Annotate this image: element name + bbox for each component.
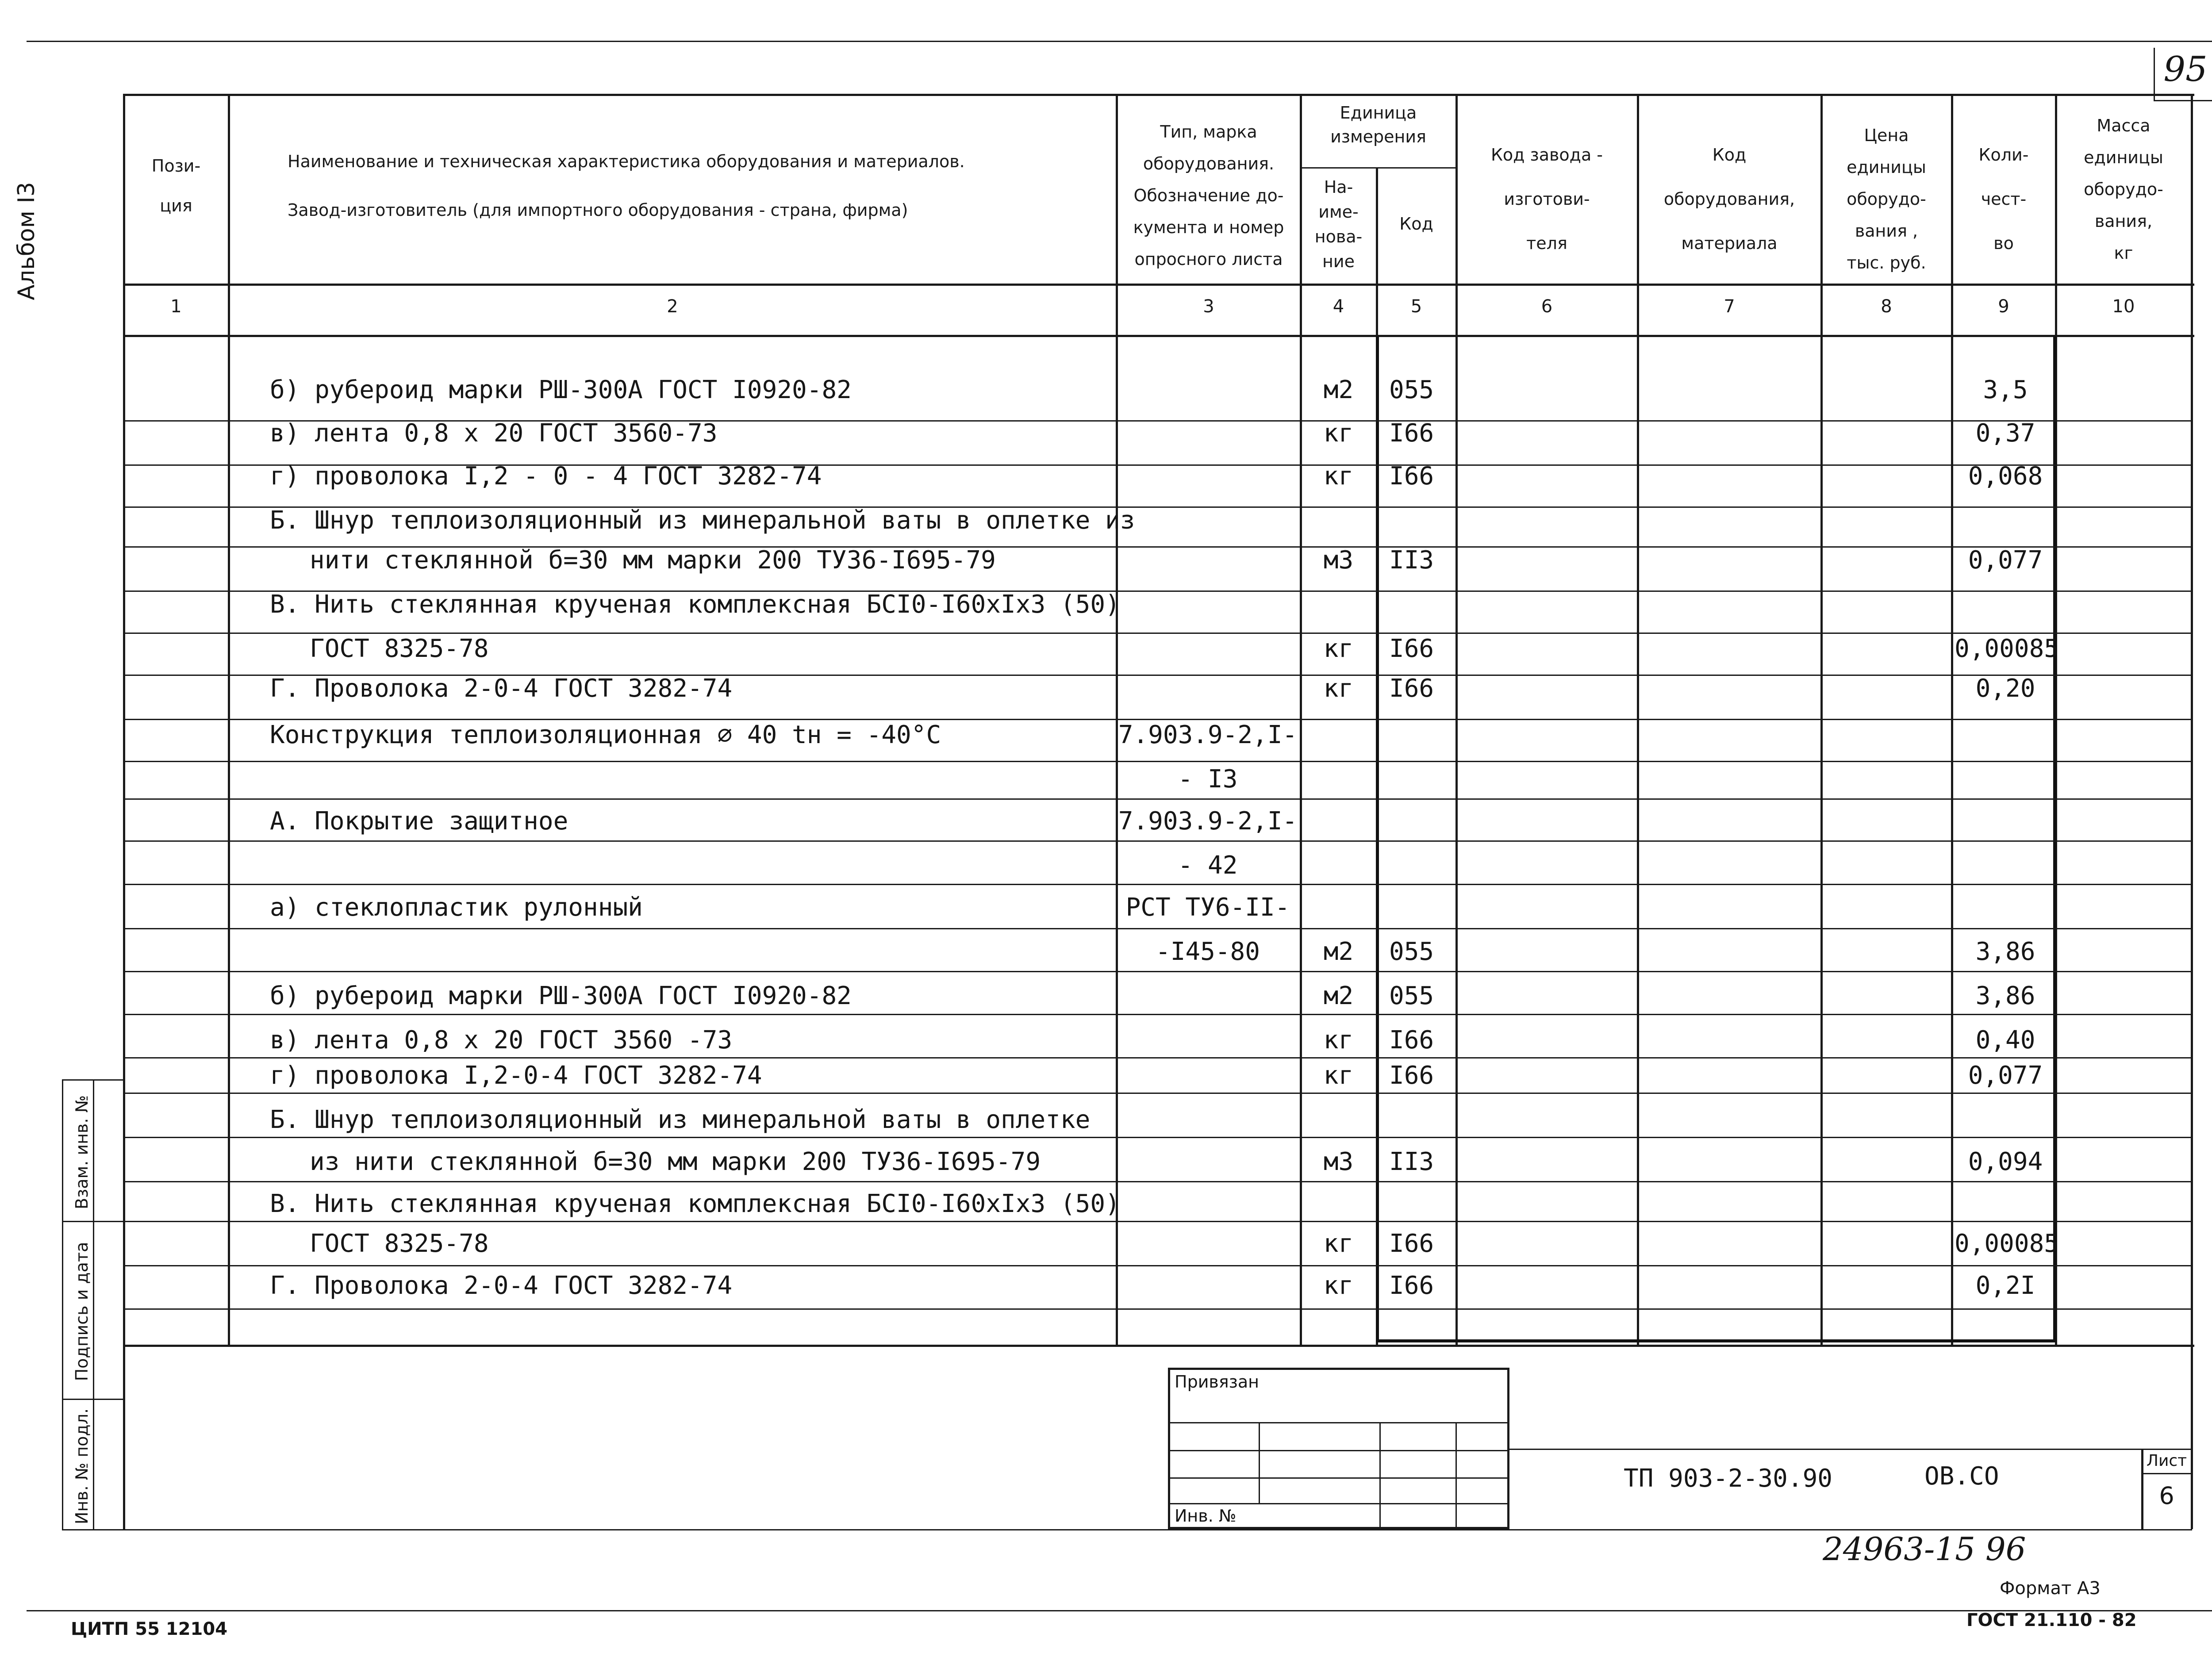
row-code: 055	[1389, 982, 1434, 1010]
row-unit: кг	[1323, 674, 1354, 703]
header-mass: Масса единицы оборудо- вания, кг	[2084, 116, 2163, 263]
row-code: I66	[1389, 419, 1434, 448]
privyazan-line-4	[1168, 1503, 1509, 1504]
row-name: Б. Шнур теплоизоляционный из минеральной ваты в оплетке из	[270, 506, 1135, 535]
section-code: ОВ.СО	[1924, 1462, 1999, 1491]
side-label-inv-podl: Инв. № подл.	[72, 1408, 92, 1525]
row-unit: м2	[1323, 982, 1354, 1010]
header-name: Наименование и техническая характеристика оборудования и материалов. Завод-изготовитель (для импортного оборудования - страна, фирма)	[288, 152, 965, 220]
row-qty: 0,077	[1968, 1061, 2043, 1090]
row-line	[124, 1057, 2192, 1058]
row-unit: м3	[1323, 1147, 1354, 1176]
colnum-5: 5	[1410, 296, 1422, 317]
row-qty: 3,5	[1983, 376, 2028, 404]
header-maker-code: Код завода - изготови- теля	[1490, 145, 1603, 253]
row-name: В. Нить стеклянная крученая комплексная БСI0-I60хIх3 (50)	[270, 1189, 1120, 1218]
header-equipment-code: Код оборудования, материала	[1663, 145, 1795, 253]
row-code: I66	[1389, 462, 1434, 491]
row-line	[124, 1181, 2192, 1182]
colnum-4: 4	[1333, 296, 1344, 317]
row-qty: 0,2I	[1975, 1271, 2035, 1300]
row-name: ГОСТ 8325-78	[310, 634, 489, 663]
row-unit: м2	[1323, 937, 1354, 966]
sheet-label: Лист	[2146, 1452, 2187, 1470]
row-line	[124, 928, 2192, 929]
row-line	[124, 798, 2192, 800]
header-type: Тип, марка оборудования. Обозначение до- кумента и номер опросного листа	[1133, 122, 1284, 269]
unit-subheader-line	[1301, 167, 1455, 169]
colnum-6: 6	[1541, 296, 1553, 317]
row-name: В. Нить стеклянная крученая комплексная БСI0-I60хIх3 (50)	[270, 590, 1120, 619]
table-top	[124, 94, 2194, 96]
row-unit: кг	[1323, 1061, 1354, 1090]
title-block-top	[1509, 1449, 2191, 1450]
page-mark: 95	[2163, 50, 2208, 89]
top-rule	[27, 41, 2212, 42]
colnum-3: 3	[1203, 296, 1214, 317]
privyazan-line-1	[1168, 1422, 1509, 1423]
row-name: нити стеклянной б=30 мм марки 200 ТУ36-I695-79	[310, 546, 996, 575]
row-unit: кг	[1323, 1271, 1354, 1300]
row-type: 7.903.9-2,I-	[1118, 721, 1298, 749]
row-line	[124, 761, 2192, 762]
row-name: А. Покрытие защитное	[270, 807, 568, 836]
row-line	[124, 1014, 2192, 1015]
row-code: I66	[1389, 1271, 1434, 1300]
row-code: I66	[1389, 1061, 1434, 1090]
colnum-7: 7	[1724, 296, 1735, 317]
header-quantity: Коли- чест- во	[1978, 145, 2029, 253]
colnum-9: 9	[1998, 296, 2009, 317]
row-unit: кг	[1323, 462, 1354, 491]
doc-code: ТП 903-2-30.90	[1624, 1464, 1833, 1493]
colnum-2: 2	[667, 296, 678, 317]
row-unit: кг	[1323, 1229, 1354, 1258]
sheet-box-sep	[2141, 1473, 2192, 1474]
row-unit: м2	[1323, 376, 1354, 404]
privyazan-box	[1168, 1368, 1509, 1529]
row-type: 7.903.9-2,I-	[1118, 807, 1298, 836]
privyazan-line-2	[1168, 1450, 1509, 1451]
row-line	[124, 1265, 2192, 1266]
row-qty: 0,40	[1975, 1026, 2035, 1055]
sheet-number: 6	[2159, 1482, 2174, 1510]
row-qty: 0,00085	[1955, 634, 2059, 663]
row-name: б) рубероид марки РШ-300А ГОСТ I0920-82	[270, 376, 852, 404]
table-bottom	[124, 1345, 2194, 1347]
row-name: г) проволока I,2-0-4 ГОСТ 3282-74	[270, 1061, 762, 1090]
privyazan-vline-2	[1379, 1422, 1381, 1529]
col-right-edge	[2191, 94, 2193, 1529]
row-qty: 0,094	[1968, 1147, 2043, 1176]
header-price: Цена единицы оборудо- вания , тыс. руб.	[1847, 126, 1926, 272]
row-type: - I3	[1178, 765, 1238, 794]
row-name: Г. Проволока 2-0-4 ГОСТ 3282-74	[270, 1271, 733, 1300]
side-stamp-mid	[93, 1079, 94, 1530]
row-code: I66	[1389, 1026, 1434, 1055]
row-name: в) лента 0,8 х 20 ГОСТ 3560 -73	[270, 1026, 733, 1055]
format-label: Формат А3	[2000, 1578, 2101, 1599]
handwritten-number: 24963-15 96	[1823, 1530, 2026, 1568]
header-unit: Единица измерения	[1330, 103, 1426, 146]
row-code: I66	[1389, 674, 1434, 703]
row-line	[124, 633, 2192, 634]
row-name: б) рубероид марки РШ-300А ГОСТ I0920-82	[270, 982, 852, 1010]
row-type: -I45-80	[1155, 937, 1260, 966]
side-stamp-sep1	[62, 1221, 124, 1222]
inv-no-label: Инв. №	[1175, 1506, 1237, 1526]
privyazan-line-3	[1168, 1477, 1509, 1479]
row-line	[124, 971, 2192, 972]
row-name: в) лента 0,8 х 20 ГОСТ 3560-73	[270, 419, 718, 448]
row-unit: м3	[1323, 546, 1354, 575]
row-unit: кг	[1323, 1026, 1354, 1055]
row-unit: кг	[1323, 634, 1354, 663]
row-code: II3	[1389, 1147, 1434, 1176]
row-name: а) стеклопластик рулонный	[270, 893, 643, 922]
row-line	[124, 1308, 2192, 1310]
side-label-vzam: Взам. инв. №	[72, 1095, 92, 1210]
row-name: ГОСТ 8325-78	[310, 1229, 489, 1258]
row-code: I66	[1389, 634, 1434, 663]
row-unit: кг	[1323, 419, 1354, 448]
row-qty: 0,37	[1975, 419, 2035, 448]
privyazan-vline-3	[1455, 1422, 1457, 1529]
colnum-10: 10	[2112, 296, 2135, 317]
page-mark-box-left	[2154, 48, 2155, 101]
row-qty: 0,068	[1968, 462, 2043, 491]
row-line	[124, 719, 2192, 720]
row-qty: 3,86	[1975, 982, 2035, 1010]
colnum-1: 1	[170, 296, 182, 317]
row-code: II3	[1389, 546, 1434, 575]
row-line	[124, 1221, 2192, 1222]
row-type: РСТ ТУ6-II-	[1125, 893, 1290, 922]
row-name: г) проволока I,2 - 0 - 4 ГОСТ 3282-74	[270, 462, 822, 491]
side-stamp-top	[62, 1079, 124, 1081]
row-line	[124, 840, 2192, 842]
privyazan-label: Привязан	[1175, 1372, 1259, 1392]
row-qty: 0,20	[1975, 674, 2035, 703]
header-bottom	[124, 284, 2194, 286]
row-line	[124, 884, 2192, 885]
album-label: Альбом I3	[13, 182, 40, 300]
col-sep-2-3	[1116, 94, 1118, 1347]
row-code: 055	[1389, 376, 1434, 404]
row-name: из нити стеклянной б=30 мм марки 200 ТУ36-I695-79	[310, 1147, 1041, 1176]
header-position: Пози- ция	[151, 156, 201, 215]
row-line	[124, 1093, 2192, 1094]
row-line	[124, 1137, 2192, 1138]
header-unit-name: На- име- нова- ние	[1314, 177, 1363, 271]
footer-left: ЦИТП 55 12104	[71, 1619, 228, 1639]
header-unit-code: Код	[1399, 214, 1433, 234]
col-sep-1-2	[228, 94, 230, 1347]
gost-label: ГОСТ 21.110 - 82	[1966, 1610, 2137, 1630]
row-qty: 0,00085	[1955, 1229, 2059, 1258]
row-code: I66	[1389, 1229, 1434, 1258]
row-qty: 3,86	[1975, 937, 2035, 966]
side-label-podpis: Подпись и дата	[72, 1242, 92, 1381]
row-name: Б. Шнур теплоизоляционный из минеральной ваты в оплетке	[270, 1105, 1091, 1134]
row-code: 055	[1389, 937, 1434, 966]
row-name: Г. Проволока 2-0-4 ГОСТ 3282-74	[270, 674, 733, 703]
colnum-8: 8	[1881, 296, 1892, 317]
page-mark-box-bottom	[2154, 100, 2212, 101]
privyazan-vline-1	[1259, 1422, 1260, 1504]
row-name: Конструкция теплоизоляционная ∅ 40 tн = -40°С	[270, 721, 941, 749]
row-type: - 42	[1178, 851, 1238, 880]
bottom-rule	[27, 1610, 2212, 1611]
row-qty: 0,077	[1968, 546, 2043, 575]
side-stamp-left	[62, 1079, 63, 1530]
